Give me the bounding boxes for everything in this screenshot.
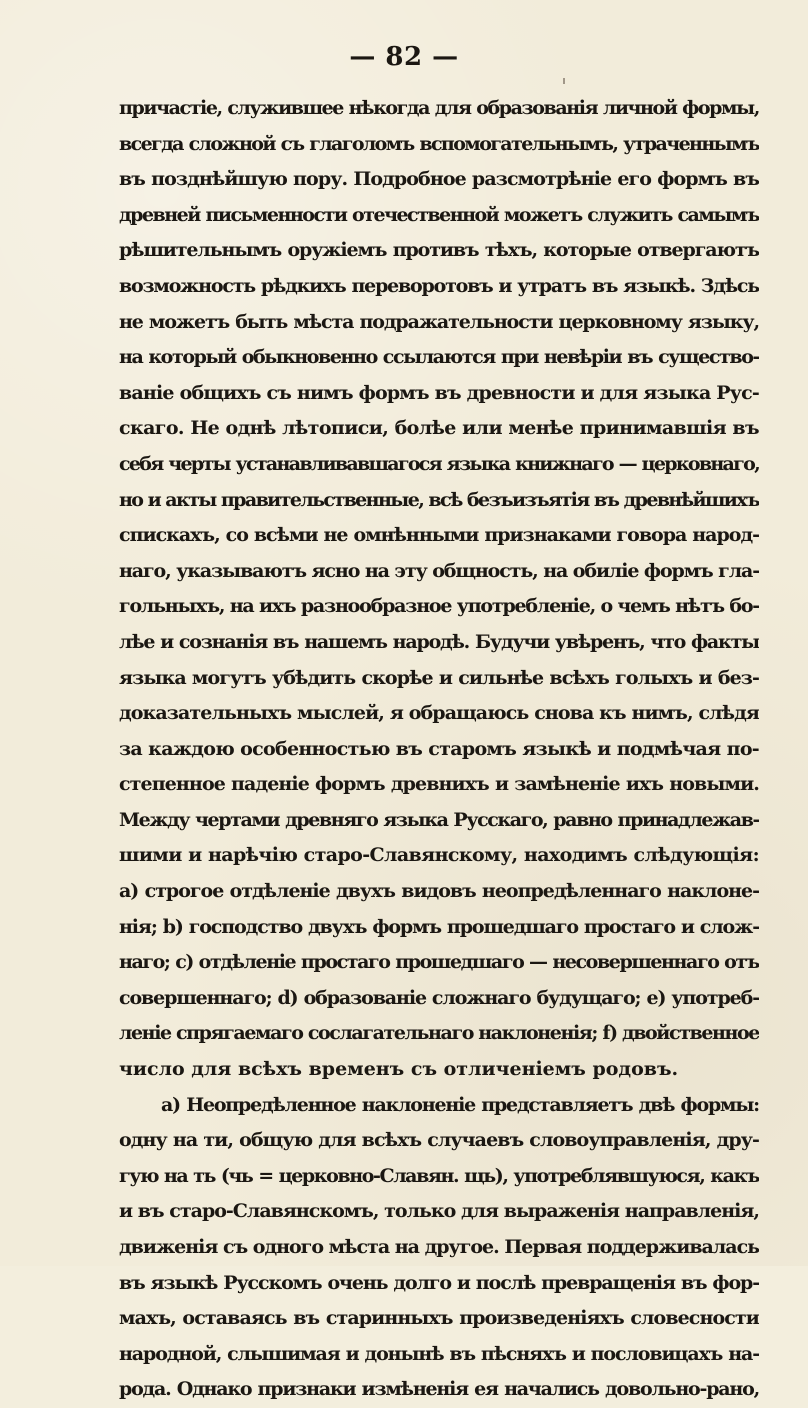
page-number: — 82 —: [349, 42, 459, 72]
text-line: одну на ти, общую для всѣхъ случаевъ словоуправленія, дру-: [119, 1129, 759, 1152]
text-line: спискахъ, со всѣми не омнѣнными признаками говора народ-: [119, 524, 759, 547]
text-line: рода. Однако признаки измѣненія ея начались довольно-рано,: [119, 1378, 759, 1401]
text-line: Между чертами древняго языка Русскаго, равно принадлежав-: [119, 808, 759, 831]
ink-mark: [563, 78, 565, 84]
text-line: гольныхъ, на ихъ разнообразное употребленіе, о чемъ нѣтъ бо-: [119, 595, 759, 618]
text-line: совершеннаго; d) образованіе сложнаго будущаго; е) употреб-: [119, 986, 759, 1009]
text-line: число для всѣхъ временъ съ отличеніемъ родовъ.: [119, 1058, 679, 1081]
text-line: рѣшительнымъ оружіемъ противъ тѣхъ, которые отвергаютъ: [119, 239, 759, 262]
text-line: а) строгое отдѣленіе двухъ видовъ неопредѣленнаго наклоне-: [119, 880, 759, 903]
text-line: а) Неопредѣленное наклоненіе представляетъ двѣ формы:: [161, 1093, 759, 1116]
text-line: не можетъ быть мѣста подражательности церковному языку,: [119, 310, 759, 333]
text-line: въ языкѣ Русскомъ очень долго и послѣ превращенія въ фор-: [119, 1271, 759, 1294]
text-line: наго; с) отдѣленіе простаго прошедшаго — несовершеннаго отъ: [119, 951, 759, 974]
text-line: махъ, оставаясь въ старинныхъ произведеніяхъ словесности: [119, 1307, 759, 1330]
text-line: шими и нарѣчію старо-Славянскому, находимъ слѣдующія:: [119, 844, 759, 867]
text-line: древней письменности отечественной можетъ служить самымъ: [119, 203, 759, 226]
text-line: и въ старо-Славянскомъ, только для выраженія направленія,: [119, 1200, 759, 1223]
text-line: степенное паденіе формъ древнихъ и замѣненіе ихъ новыми.: [119, 773, 759, 796]
text-line: народной, слышимая и донынѣ въ пѣсняхъ и пословицахъ на-: [119, 1342, 759, 1365]
text-line: лѣе и сознанія въ нашемъ народѣ. Будучи увѣренъ, что факты: [119, 630, 759, 653]
text-line: языка могутъ убѣдить скорѣе и сильнѣе всѣхъ голыхъ и без-: [119, 666, 759, 689]
text-line: доказательныхъ мыслей, я обращаюсь снова къ нимъ, слѣдя: [119, 702, 759, 725]
text-line: наго, указываютъ ясно на эту общность, на обиліе формъ гла-: [119, 559, 759, 582]
text-line: скаго. Не однѣ лѣтописи, болѣе или менѣе принимавшія въ: [119, 417, 759, 440]
text-line: себя черты устанавливавшагося языка книжнаго — церковнаго,: [119, 452, 759, 475]
text-line: но и акты правительственные, всѣ безъизъятія въ древнѣйшихъ: [119, 488, 759, 511]
text-line: гую на ть (чь = церковно-Славян. щь), употреблявшуюся, какъ: [119, 1164, 759, 1187]
text-line: нія; b) господство двухъ формъ прошедшаго простаго и слож-: [119, 915, 759, 938]
text-line: возможность рѣдкихъ переворотовъ и утратъ въ языкѣ. Здѣсь: [119, 274, 759, 297]
text-line: за каждою особенностью въ старомъ языкѣ и подмѣчая по-: [119, 737, 759, 760]
text-line: движенія съ одного мѣста на другое. Первая поддерживалась: [119, 1236, 759, 1258]
text-line: всегда сложной съ глаголомъ вспомогательнымъ, утраченнымъ: [119, 132, 759, 155]
page-text: [119, 91, 759, 1408]
text-line: ваніе общихъ съ нимъ формъ въ древности и для языка Рус-: [119, 381, 759, 404]
text-line: леніе спрягаемаго сослагательнаго наклоненія; f) двойственное: [119, 1022, 759, 1045]
text-line: въ позднѣйшую пору. Подробное разсмотрѣніе его формъ въ: [119, 168, 759, 191]
text-line: на который обыкновенно ссылаются при невѣріи въ существо-: [119, 346, 759, 369]
text-line: причастіе, служившее нѣкогда для образованія личной формы,: [119, 97, 759, 119]
